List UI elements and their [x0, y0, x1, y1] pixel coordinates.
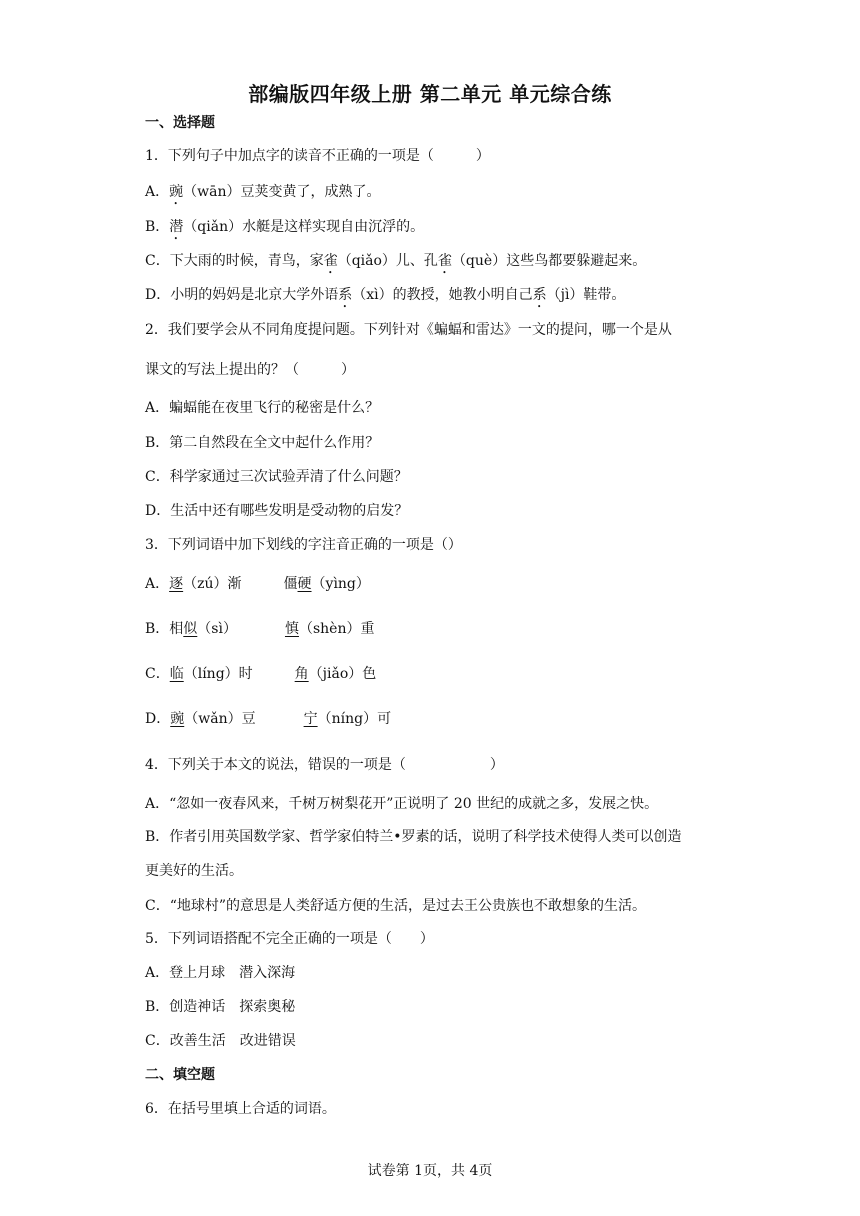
question-3-option-b: [145, 620, 374, 638]
question-2-stem-line-1: 2．我们要学会从不同角度提问题。下列针对《蝙蝠和雷达》一文的提问，哪一个是从: [145, 322, 672, 338]
section-heading-choice: 一、选择题: [145, 115, 215, 131]
question-4-option-c: C．“地球村”的意思是人类舒适方便的生活，是过去王公贵族也不敢想象的生活。: [145, 898, 647, 914]
question-3-stem: 3．下列词语中加下划线的字注音正确的一项是（）: [145, 537, 462, 553]
question-3-option-d: [145, 710, 391, 728]
option-text: （zú）渐: [183, 576, 242, 592]
dotted-char: 系: [338, 287, 353, 303]
page-title: 部编版四年级上册 第二单元 单元综合练: [248, 82, 612, 106]
question-2-option-b: B．第二自然段在全文中起什么作用？: [145, 435, 380, 451]
underlined-char: 慎: [284, 621, 299, 637]
option-text: C．下大雨的时候，青鸟，家: [145, 253, 324, 269]
dotted-char: 潜: [169, 219, 184, 235]
option-text: （sì）: [197, 621, 237, 637]
underlined-char: 豌: [170, 711, 185, 727]
underlined-char: 逐: [169, 576, 184, 592]
option-text: （wān）豆荚变黄了，成熟了。: [183, 184, 381, 200]
dotted-char: 雀: [323, 253, 338, 269]
option-prefix: D．: [145, 711, 171, 727]
question-2-option-d: D．生活中还有哪些发明是受动物的启发？: [145, 503, 409, 519]
option-prefix: B．: [145, 621, 170, 637]
question-3-option-a: [145, 575, 370, 593]
option-text: （níng）可: [317, 711, 392, 727]
option-text: （yìng）: [311, 576, 370, 592]
question-1-stem: 1．下列句子中加点字的读音不正确的一项是（ ）: [145, 148, 490, 164]
question-6-stem: 6．在括号里填上合适的词语。: [145, 1101, 336, 1117]
option-text: （què）这些鸟都要躲避起来。: [451, 253, 647, 269]
question-1-option-d: [145, 286, 625, 311]
question-2-stem-line-2: 课文的写法上提出的？（ ）: [145, 362, 355, 378]
section-heading-fill: 二、填空题: [145, 1067, 215, 1083]
underlined-char: 角: [294, 666, 309, 682]
dotted-char: 豌: [169, 184, 184, 200]
question-1-option-a: [145, 183, 380, 208]
question-5-option-a: A．登上月球 潜入深海: [145, 965, 296, 981]
option-text: （líng）时: [183, 666, 253, 682]
underlined-char: 宁: [303, 711, 318, 727]
underlined-char: 硬: [297, 576, 312, 592]
question-2-option-a: A．蝙蝠能在夜里飞行的秘密是什么？: [145, 400, 380, 416]
option-text: （wǎn）豆: [184, 711, 256, 727]
option-text: 僵: [283, 576, 298, 592]
question-1-option-b: [145, 218, 424, 243]
option-text: 相: [169, 621, 184, 637]
question-4-option-b-line-1: B．作者引用英国数学家、哲学家伯特兰•罗素的话，说明了科学技术使得人类可以创造: [145, 829, 682, 845]
option-prefix: A．: [145, 184, 170, 200]
option-text: D．小明的妈妈是北京大学外语: [145, 287, 339, 303]
dotted-char: 系: [532, 287, 547, 303]
option-text: （xì）的教授，她教小明自己: [352, 287, 533, 303]
question-2-option-c: C．科学家通过三次试验弄清了什么问题？: [145, 469, 408, 485]
question-5-stem: 5．下列词语搭配不完全正确的一项是（ ）: [145, 931, 434, 947]
option-text: （shèn）重: [298, 621, 375, 637]
underlined-char: 临: [169, 666, 184, 682]
option-prefix: B．: [145, 219, 170, 235]
question-4-option-b-line-2: 更美好的生活。: [145, 863, 243, 879]
dotted-char: 雀: [437, 253, 452, 269]
underlined-char: 似: [183, 621, 198, 637]
option-text: （qiǎo）儿、孔: [337, 253, 438, 269]
option-text: （jiǎo）色: [308, 666, 377, 682]
question-5-option-c: C．改善生活 改进错误: [145, 1033, 296, 1049]
option-text: （jì）鞋带。: [546, 287, 626, 303]
option-prefix: C．: [145, 666, 170, 682]
page-footer: 试卷第 1页，共 4页: [367, 1163, 493, 1179]
question-4-stem: 4．下列关于本文的说法，错误的一项是（ ）: [145, 757, 504, 773]
option-text: （qiǎn）水艇是这样实现自由沉浮的。: [183, 219, 425, 235]
question-5-option-b: B．创造神话 探索奥秘: [145, 999, 296, 1015]
question-4-option-a: A．“忽如一夜春风来，千树万树梨花开”正说明了 20 世纪的成就之多，发展之快。: [145, 796, 659, 812]
question-3-option-c: [145, 665, 376, 683]
question-1-option-c: [145, 252, 646, 277]
option-prefix: A．: [145, 576, 170, 592]
